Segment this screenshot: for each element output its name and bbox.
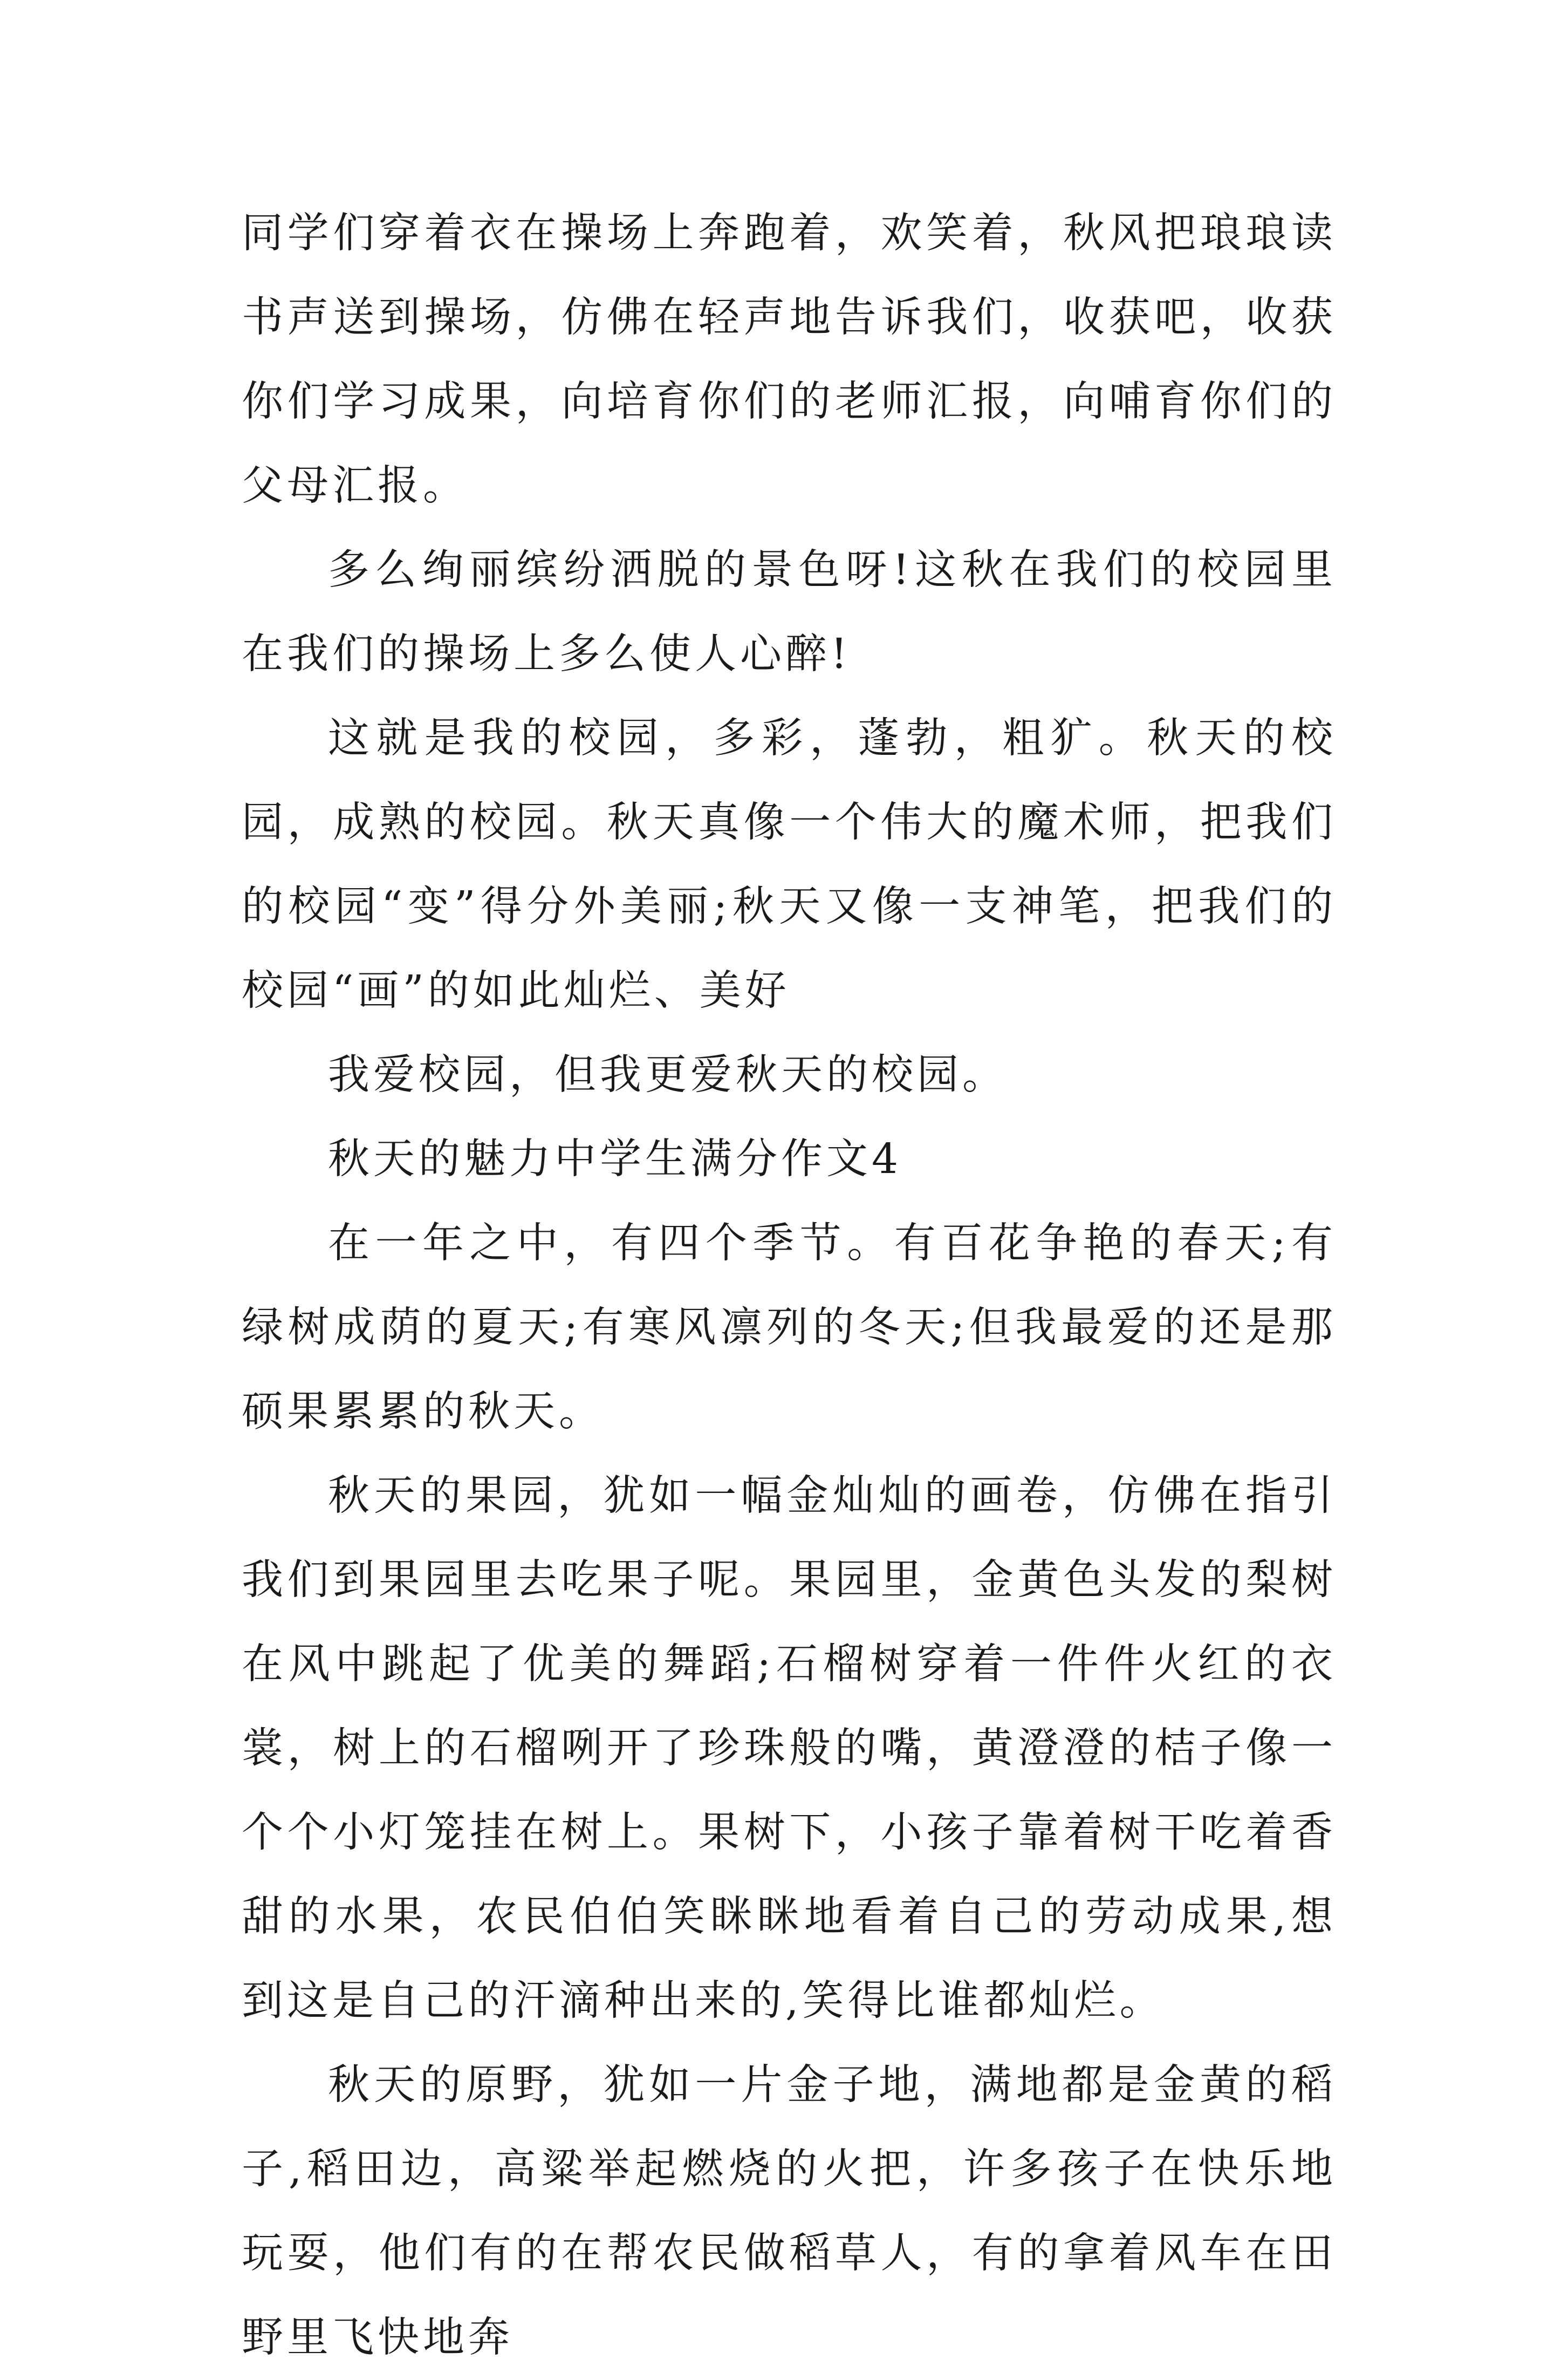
paragraph-continuation: 同学们穿着衣在操场上奔跑着，欢笑着，秋风把琅琅读书声送到操场，仿佛在轻声地告诉我们，收获吧，收获你们学习成果，向培育你们的老师汇报，向哺育你们的父母汇报。 — [242, 209, 1337, 510]
essay-heading: 秋天的魅力中学生满分作文4 — [328, 1135, 902, 1183]
paragraph: 多么绚丽缤纷洒脱的景色呀!这秋在我们的校园里在我们的操场上多么使人心醉! — [242, 546, 1337, 678]
paragraph: 我爱校园，但我更爱秋天的校园。 — [328, 1051, 1008, 1099]
paragraph: 秋天的原野，犹如一片金子地，满地都是金黄的稻子,稻田边，高粱举起燃烧的火把，许多孩子在快乐地玩耍，他们有的在帮农民做稻草人，有的拿着风车在田野里飞快地奔 — [242, 2061, 1337, 2362]
paragraph: 在一年之中，有四个季节。有百花争艳的春天;有绿树成荫的夏天;有寒风凛列的冬天;但我最爱的还是那硕果累累的秋天。 — [242, 1219, 1337, 1436]
paragraph: 秋天的果园，犹如一幅金灿灿的画卷，仿佛在指引我们到果园里去吃果子呢。果园里，金黄色头发的梨树在风中跳起了优美的舞蹈;石榴树穿着一件件火红的衣裳，树上的石榴咧开了珍珠般的嘴，黄澄澄的桔子像一个个小灯笼挂在树上。果树下，小孩子靠着树干吃着香甜的水果，农民伯伯笑眯眯地看着自己的劳动成果,想到这是自己的汗滴种出来的,笑得比谁都灿烂。 — [242, 1472, 1337, 2025]
paragraph: 这就是我的校园，多彩，蓬勃，粗犷。秋天的校园，成熟的校园。秋天真像一个伟大的魔术师，把我们的校园“变”得分外美丽;秋天又像一支神笔，把我们的校园“画”的如此灿烂、美好 — [242, 714, 1337, 1015]
essay-body — [242, 192, 1337, 2380]
